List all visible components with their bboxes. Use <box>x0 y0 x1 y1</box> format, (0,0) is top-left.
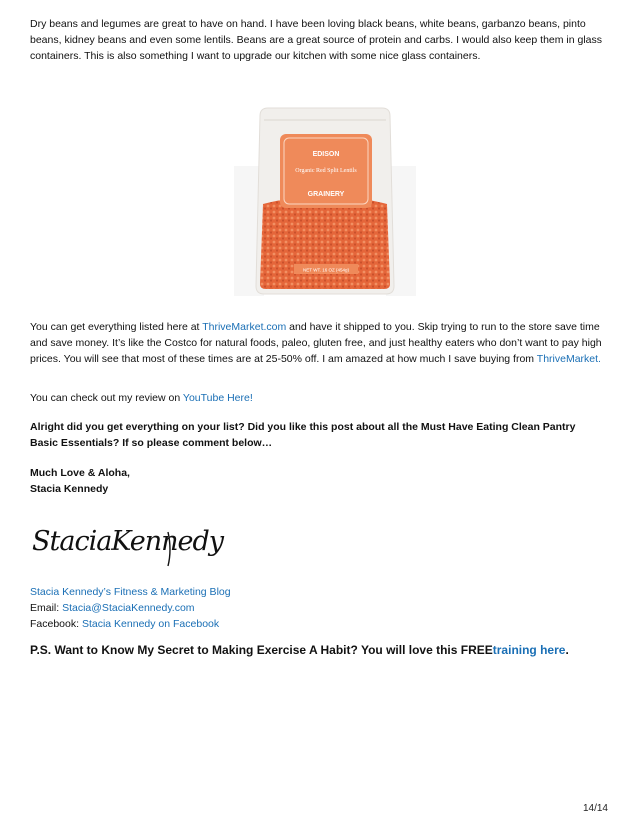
ps-paragraph <box>30 641 590 659</box>
bag-brand-text: EDISON <box>312 151 340 158</box>
review-paragraph <box>30 390 253 406</box>
intro-paragraph: Dry beans and legumes are great to have on hand. I have been loving black beans, white beans, garbanzo beans, pinto beans, kidney beans and even some lentils. Beans are a great source of protein and carbs. I would also keep them in glass containers. This is also something I want to upgrade our kitchen with some nice glass containers. <box>30 18 603 62</box>
question-paragraph: Alright did you get everything on your list? Did you like this post about all the Must Have Eating Clean Pantry Basic Essentials? If so please comment below… <box>30 421 576 449</box>
lentils-bag-image <box>230 96 420 301</box>
signature-image <box>30 510 224 570</box>
shop-text-2: and have it shipped to you. Skip trying to run to the store save time and save money. It’s like the Costco for natural foods, paleo, gluten free, and just healthy eaters who don’t want to pay high prices. You will see that most of these times are at 25-50% off. I am amazed at how much I save buying from <box>30 321 602 365</box>
blog-link[interactable]: Stacia Kennedy’s Fitness & Marketing Blog <box>30 586 231 598</box>
bag-brand-text-2: GRAINERY <box>307 191 345 198</box>
contact-block <box>30 584 231 632</box>
thrivemarket-link-2[interactable]: ThriveMarket. <box>536 353 601 365</box>
email-link[interactable]: Stacia@StaciaKennedy.com <box>62 602 195 614</box>
email-label: Email: <box>30 602 63 614</box>
closing-line-2: Stacia Kennedy <box>30 483 109 495</box>
shop-paragraph <box>30 319 602 367</box>
signature-text: StaciaKennedy <box>32 526 224 557</box>
ps-end: . <box>565 643 569 657</box>
closing-line-1: Much Love & Aloha, <box>30 467 130 479</box>
facebook-link[interactable]: Stacia Kennedy on Facebook <box>81 618 220 630</box>
page-number: 14/14 <box>582 803 608 814</box>
bag-weight-text: NET WT. 16 OZ (454g) <box>303 267 349 273</box>
ps-text: P.S. Want to Know My Secret to Making Exercise A Habit? You will love this FREE <box>30 643 493 657</box>
closing-paragraph <box>30 465 130 497</box>
bag-product-name: Organic Red Split Lentils <box>295 168 357 174</box>
training-link[interactable]: training here <box>492 643 566 657</box>
review-text: You can check out my review on <box>30 392 183 404</box>
facebook-label: Facebook: <box>30 618 82 630</box>
youtube-link[interactable]: YouTube Here! <box>182 392 253 404</box>
thrivemarket-link-1[interactable]: ThriveMarket.com <box>202 321 287 333</box>
shop-text-1: You can get everything listed here at <box>30 321 203 333</box>
